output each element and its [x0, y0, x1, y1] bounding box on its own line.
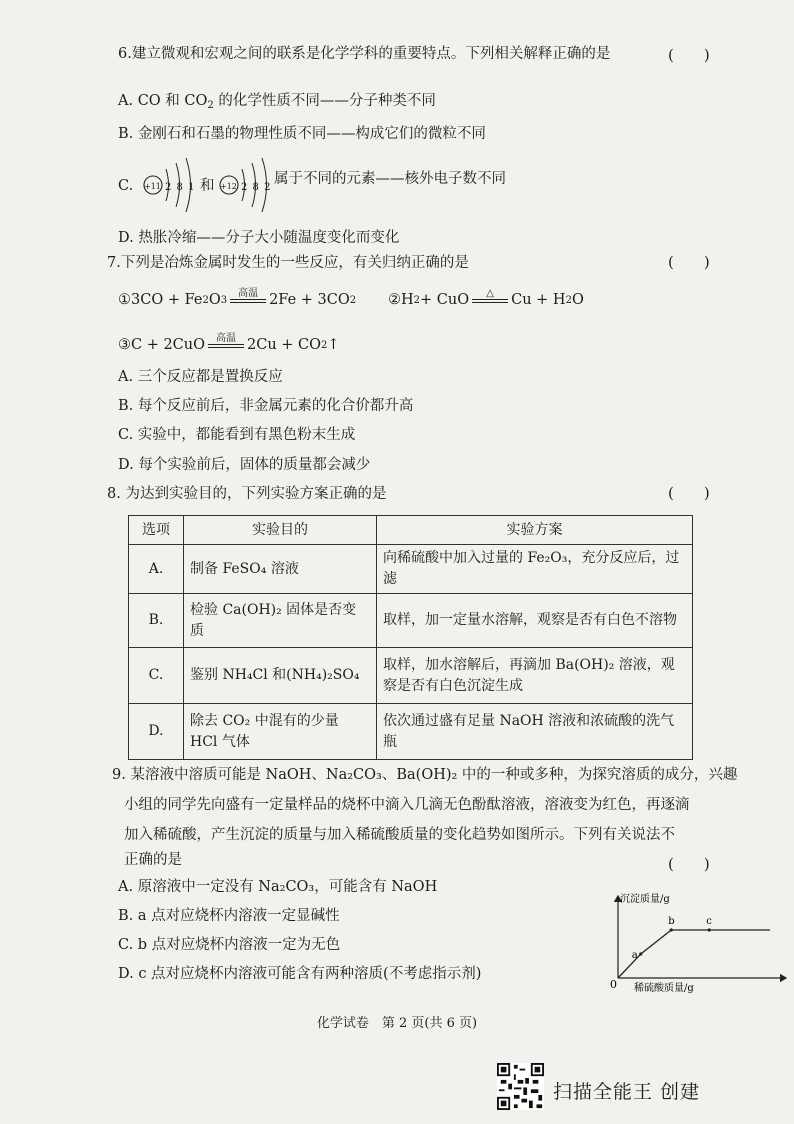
table-cell-option: D.: [129, 704, 184, 760]
curve-point-c: [708, 928, 711, 931]
table-cell-goal: 制备 FeSO₄ 溶液: [184, 545, 377, 594]
q9-option-a: A. 原溶液中一定没有 Na₂CO₃，可能含有 NaOH: [118, 879, 438, 895]
page-footer: 化学试卷 第 2 页(共 6 页): [316, 1016, 478, 1031]
table-cell-goal: 检验 Ca(OH)₂ 固体是否变质: [184, 594, 377, 648]
q7-stem: 7.下列是冶炼金属时发生的一些反应，有关归纳正确的是: [107, 255, 469, 271]
table-cell-plan: 依次通过盛有足量 NaOH 溶液和浓硫酸的洗气瓶: [377, 704, 693, 760]
q9-stem-line-3: 加入稀硫酸，产生沉淀的质量与加入稀硫酸质量的变化趋势如图所示。下列有关说法不: [124, 827, 675, 843]
q7-option-b: B. 每个反应前后，非金属元素的化合价都升高: [118, 398, 414, 414]
q9-stem-line-4: 正确的是: [124, 852, 182, 868]
q9-answer-paren: ( ): [668, 855, 710, 873]
q7-option-a: A. 三个反应都是置换反应: [118, 369, 283, 385]
q6-option-d: D. 热胀冷缩——分子大小随温度变化而变化: [118, 230, 400, 246]
table-header-goal: 实验目的: [184, 516, 377, 545]
reaction-condition: 高温: [216, 332, 237, 344]
table-cell-option: C.: [129, 648, 184, 704]
table-cell-option: B.: [129, 594, 184, 648]
precipitate-mass-graph: [600, 890, 790, 994]
table-row: [129, 545, 693, 594]
q8-answer-paren: ( ): [668, 484, 710, 502]
q6-stem: 6.建立微观和宏观之间的联系是化学学科的重要特点。下列相关解释正确的是: [118, 46, 611, 62]
table-cell-plan: 取样，加一定量水溶解，观察是否有白色不溶物: [377, 594, 693, 648]
curve-point-b: [670, 928, 673, 931]
q8-stem: 8. 为达到实验目的，下列实验方案正确的是: [107, 486, 387, 502]
scanner-watermark: 扫描全能王 创建: [553, 1081, 701, 1103]
q7-option-c: C. 实验中，都能看到有黑色粉末生成: [118, 427, 356, 443]
q9-stem-line-1: 9. 某溶液中溶质可能是 NaOH、Na₂CO₃、Ba(OH)₂ 中的一种或多种，为探究溶质的成分，兴趣: [112, 767, 738, 783]
table-cell-plan: 向稀硫酸中加入过量的 Fe₂O₃，充分反应后，过滤: [377, 545, 693, 594]
q7-equation-3: ③C + 2CuO 高温 2Cu + CO 2 ↑: [118, 332, 340, 353]
q9-option-d: D. c 点对应烧杯内溶液可能含有两种溶质(不考虑指示剂): [118, 966, 482, 982]
q6-option-c-label: C.: [118, 178, 134, 194]
q6-option-c-text: 属于不同的元素——核外电子数不同: [274, 171, 506, 187]
table-header-row: [129, 516, 693, 545]
table-header-option: 选项: [129, 516, 184, 545]
table-row: [129, 594, 693, 648]
sodium-nucleus-charge: +11: [144, 182, 161, 191]
qr-code-icon: [497, 1063, 544, 1110]
reaction-condition: 高温: [238, 287, 259, 299]
q7-answer-paren: ( ): [668, 253, 710, 271]
magnesium-nucleus-charge: +12: [220, 182, 237, 191]
q8-experiment-table: [128, 515, 693, 760]
q7-equation-2: ②H 2 + CuO △ Cu + H 2 O: [388, 287, 584, 308]
curve-point-label-c: c: [706, 916, 712, 927]
curve-point-a: [639, 952, 642, 955]
q7-equation-1: ①3CO + Fe 2 O 3 高温 2Fe + 3CO 2: [118, 287, 357, 308]
table-cell-goal: 除去 CO₂ 中混有的少量 HCl 气体: [184, 704, 377, 760]
q9-stem-line-2: 小组的同学先向盛有一定量样品的烧杯中滴入几滴无色酚酞溶液，溶液变为红色，再逐滴: [124, 797, 690, 813]
q6-answer-paren: ( ): [668, 46, 710, 64]
curve-point-label-b: b: [668, 916, 675, 927]
q6-option-b: B. 金刚石和石墨的物理性质不同——构成它们的微粒不同: [118, 126, 486, 142]
q9-option-c: C. b 点对应烧杯内溶液一定为无色: [118, 937, 341, 953]
curve-point-label-a: a: [631, 950, 638, 961]
reaction-condition: △: [486, 287, 494, 299]
magnesium-electron-shells: 2 8 2: [241, 182, 272, 193]
q9-option-b: B. a 点对应烧杯内溶液一定显碱性: [118, 908, 340, 924]
table-row: [129, 704, 693, 760]
table-cell-plan: 取样，加水溶解后，再滴加 Ba(OH)₂ 溶液，观察是否有白色沉淀生成: [377, 648, 693, 704]
table-header-plan: 实验方案: [377, 516, 693, 545]
q6-option-c-and: 和: [200, 178, 215, 194]
q6-option-a: A. CO 和 $CO_2$ 的化学性质不同——分子种类不同: [118, 93, 436, 111]
sodium-electron-shells: 2 8 1: [165, 182, 196, 193]
table-cell-option: A.: [129, 545, 184, 594]
y-axis-label: 沉淀质量/g: [620, 894, 670, 905]
x-axis-label: 稀硫酸质量/g: [634, 983, 694, 994]
table-cell-goal: 鉴别 NH₄Cl 和(NH₄)₂SO₄: [184, 648, 377, 704]
origin-label: 0: [610, 978, 617, 991]
table-row: [129, 648, 693, 704]
q7-option-d: D. 每个实验前后，固体的质量都会减少: [118, 457, 371, 473]
